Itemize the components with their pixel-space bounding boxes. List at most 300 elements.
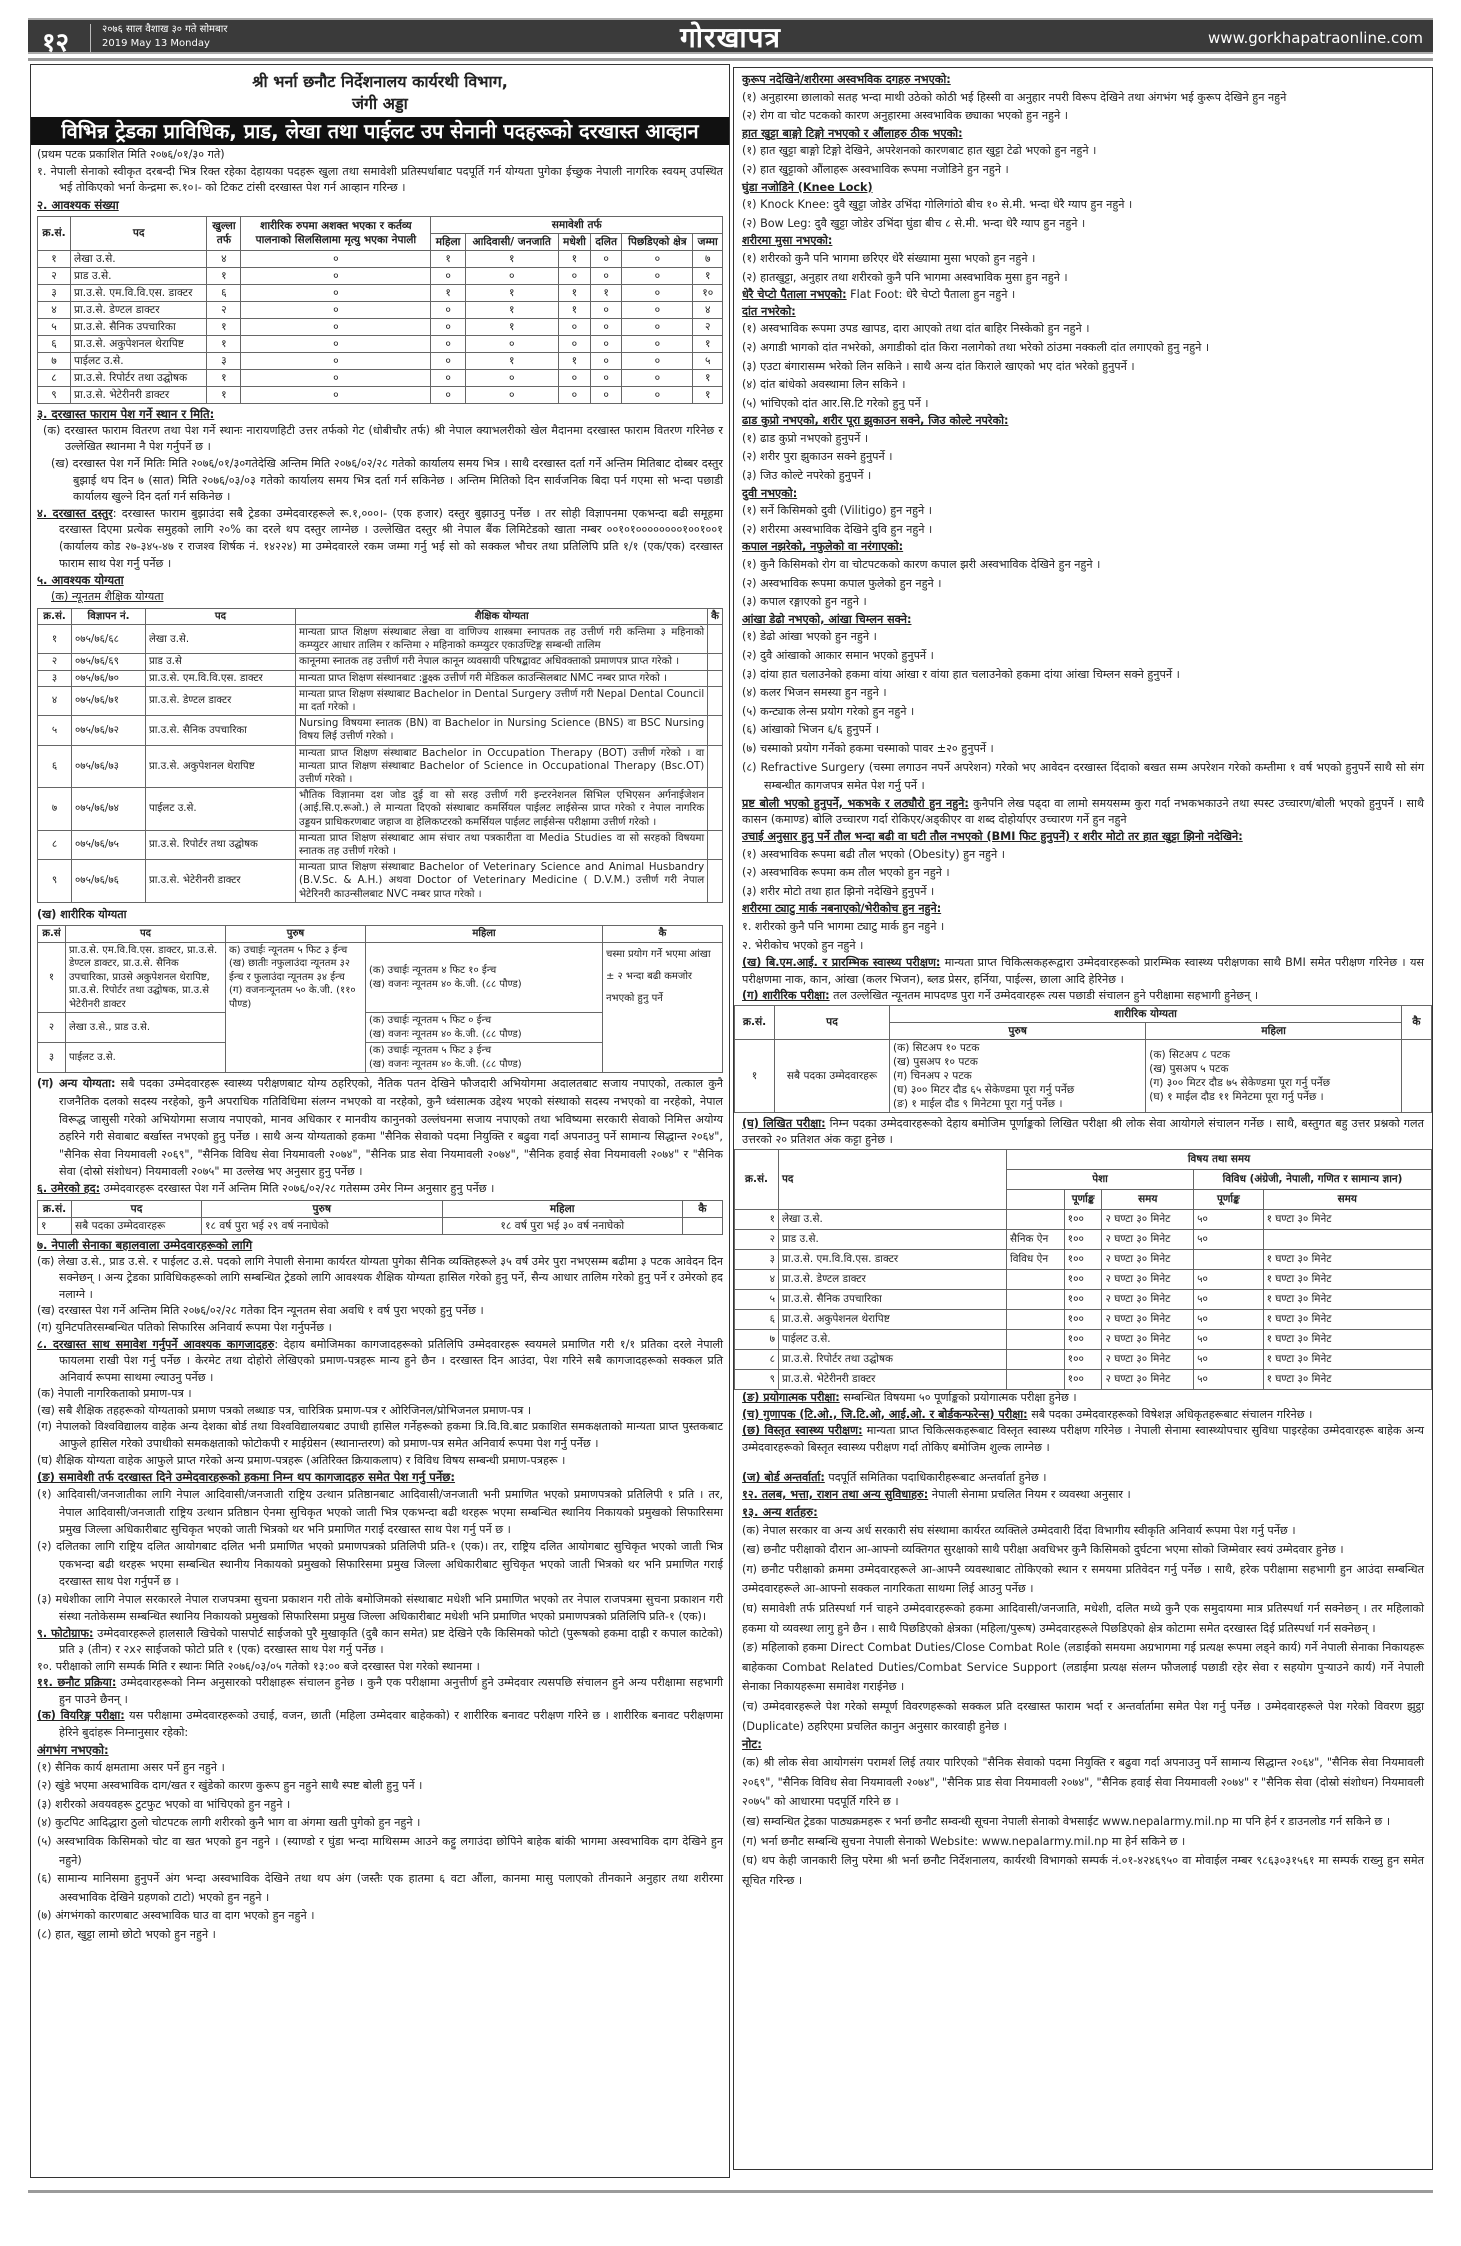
cell-women: १ [431, 250, 465, 267]
notice-title-banner: विभिन्न ट्रेडका प्राविधिक, प्राड, लेखा तथा पाईलट उप सेनानी पदहरूको दरखास्त आव्हान [31, 117, 729, 145]
cell-remark [708, 686, 723, 715]
section-11-gha-text: निम्न पदका उम्मेदवारहरूको देहाय बमोजिम पूर्णाङ्कको लिखित परीक्षा श्री लोक सेवा आयोगले संचालन गर्नेछ । साथै, बस्तुगत बहु उत्तर प्रश्नको गलत उत्तरको २० प्रतिशत अंक कट्टा हुनेछ । [742, 1116, 1424, 1147]
fitness-line: (ङ) १ माईल दौड ९ मिनेटमा पूरा गर्नु पर्नेछ । [893, 1097, 1063, 1110]
cell-adv: ०७५/७६/७१ [72, 686, 146, 715]
list-item: (४) कुटपिट आदिद्धारा ठुलो चोटपटक लागी शरीरको कुनै भाग वा अंगमा खती पुगेको हुन नहुने । [37, 1816, 421, 1830]
org-subname: जंगी अड्डा [352, 94, 408, 113]
table-row [38, 386, 723, 403]
col-qualification: शैक्षिक योग्यता [296, 608, 708, 624]
cell-remark [708, 745, 723, 788]
table-row [38, 267, 723, 284]
cell-sn: १ [38, 250, 71, 267]
cell-disabled: ० [241, 352, 431, 369]
cell-post: सबै पदका उम्मेदवारहरू [775, 1039, 890, 1112]
list-item: (२) अस्वभाविक रूपमा कम तौल भएको हुन नहुने । [742, 866, 950, 880]
cell-sub [1007, 1290, 1065, 1310]
col-dalit: दलित [591, 233, 622, 250]
list-item: (१) अनुहारमा छालाको सतह भन्दा माथी उठेको कोठी भई हिस्सी वा अनुहार नपरी विरूप देखिने तथा अंगभंग भई कुरूप देखिने हुन नहुने [742, 90, 1287, 104]
col-male: पुरुष [202, 1200, 443, 1217]
cell-pt: २ घण्टा ३० मिनेट [1102, 1370, 1194, 1390]
col-female: महिला [1146, 1022, 1402, 1039]
cell-total: १ [693, 369, 723, 386]
list-item: (३) जिउ कोल्टे नपरेको हुनुपर्ने । [742, 469, 872, 483]
cell-post: प्रा.उ.से. भेटेरीनरी डाक्टर [779, 1370, 1007, 1390]
cell-dalit: ० [591, 267, 622, 284]
cell-disabled: ० [241, 284, 431, 301]
list-item: (ङ) महिलाको हकमा Direct Combat Duties/Close Combat Role (लडाईको समयमा अग्रभागमा गई प्रत्यक्ष रूपमा लड्ने कार्य) गर्ने नेपाली सेनाका निकायहरू बाहेकका Combat Related Duties/Combat Service Support (लडाईमा प्रत्यक्ष संलग्न फौजलाई पछाडी रहेर सेवा र सहयोग पुर्‍याउने कार्य) गर्ने नेपाली सेनाका निकायहरूमा समावेश गराईनेछ । [742, 1641, 1424, 1694]
cell-qual: मान्यता प्राप्त शिक्षण संस्थाबाट Bachelor of Veterinary Science and Animal Husbandry (B.V.Sc. & A.H.) अथवा Doctor of Veterinary Medicine ( D.V.M.) उत्तीर्ण गरी नेपाल भेटेरिनरी काउन्सीलबाट NVC नम्बर प्राप्त गरेको । [296, 860, 708, 903]
section-11-chha-text: मान्यता प्राप्त चिकित्सकहरूबाट विस्तृत स्वास्थ्य परीक्षण गरिनेछ । नेपाली सेनामा स्वास्थ्योपचार सुविधा पाइरहेका उम्मेदवारहरू बाहेक अन्य उम्मेदवारहरूको बिस्तृत स्वास्थ्य परीक्षण गर्दा तोकिए बमोजिम शुल्क लाग्नेछ । [742, 1424, 1424, 1454]
cell-women: १ [431, 284, 465, 301]
group-title: प्रष्ट बोली भएको हुनुपर्ने, भकभके र लठ्यौरो हुन नहुने: [742, 796, 969, 810]
col-backward: पिछडिएको क्षेत्र [622, 233, 693, 250]
cell-pt: २ घण्टा ३० मिनेट [1102, 1250, 1194, 1270]
cell-post: लेखा उ.से. [146, 624, 296, 653]
section-11-text: उम्मेदवारहरूको निम्न अनुसारको परीक्षाहरू संचालन हुनेछ । कुनै एक परीक्षामा अनुत्तीर्ण हुने उम्मेदवार त्यसपछि संचालन हुने अन्य परीक्षामा सहभागी हुन पाउने छैनन् । [59, 1676, 723, 1706]
cell-janajati: १ [465, 250, 558, 267]
cell-adv: ०७५/७६/६९ [72, 654, 146, 670]
cell-post: प्रा.उ.से. रिपोर्टर तथा उद्घोषक [779, 1350, 1007, 1370]
note-title: नोट: [742, 1737, 762, 1752]
table-row [38, 788, 723, 831]
section-4-label: ४. दरखास्त दस्तुर [37, 506, 113, 520]
col-sn: क्र.सं. [735, 1150, 779, 1210]
list-item: (घ) थप केही जानकारी लिनु परेमा श्री भर्ना छनौट निर्देशनालय, कार्यरथी विभागको सम्पर्क नं.०१-४२४६९५० वा मोवाईल नम्बर ९८६३०३१५६१ मा सम्पर्क राख्नु हुन समेत सूचित गरिन्छ । [742, 1854, 1424, 1887]
section-12-text: नेपाली सेनामा प्रचलित नियम र व्यवस्था अनुसार । [928, 1488, 1131, 1502]
newspaper-header [28, 18, 1433, 58]
section-8 [37, 1337, 723, 1387]
cell-remark [708, 624, 723, 653]
list-item: (२) शरीर पुरा झुकाउन सक्ने हुनुपर्ने । [742, 450, 893, 464]
cell-post: प्रा.उ.से. सैनिक उपचारिका [779, 1290, 1007, 1310]
list-item: (घ) शैक्षिक योग्यता वाहेक आफुले प्राप्त गरेको अन्य प्रमाण-पत्रहरू (अतिरिक्त क्रियाकलाप) र विविध विषय सम्बन्धी प्रमाण-पत्रहरू । [37, 1453, 566, 1467]
list-item: (क) लेखा उ.से., प्राड उ.से. र पाईलट उ.से. पदको लागि नेपाली सेनामा कार्यरत योग्यता पुगेका सैनिक व्यक्तिहरूले ३५ वर्ष उमेर पुरा नभएसम्म बढीमा ३ पटक आवेदन दिन सक्नेछन् । अन्य ट्रेडका प्राविधिकहरूको लागि सम्बन्धित ट्रेडको लागि आवश्यक शैक्षिक योग्यता हासिल गरेको हुनु पर्ने, सैन्य आधार तालिम गरेको हुनु पर्ने र उमेरको हद नलाग्ने । [37, 1254, 723, 1301]
section-11-ka [37, 1708, 723, 1741]
list-item: (१) सर्ने किसिमको दुवी (Vilitigo) हुन नहुने । [742, 504, 933, 518]
list-item: (२) Bow Leg: दुवै खुट्टा जोडेर उभिंदा घुंडा बीच ८ से.मी. भन्दा धेरै ग्याप हुन नहुने । [742, 216, 1086, 230]
cell-post: प्रा.उ.से. भेटेरीनरी डाक्टर [71, 386, 207, 403]
cell-adv: ०७५/७६/७२ [72, 716, 146, 745]
date-english: 2019 May 13 Monday [102, 38, 210, 49]
table-row [735, 1350, 1432, 1370]
cell-post: प्रा.उ.से. एम.वि.वि.एस. डाक्टर, प्रा.उ.से. डेण्टल डाक्टर, प्रा.उ.से. सैनिक उपचारिका, प्राउसे अकुपेशनल थेरापिष्ट, प्रा.उ.से. रिपोर्टर तथा उद्घोषक, प्रा.उ.से भेटेरीनरी डाक्टर [66, 942, 226, 1013]
cell-sn: ३ [38, 670, 72, 686]
cell-backward: ० [622, 250, 693, 267]
list-item: (३) दांया हात चलाउनेको हकमा वांया आंखा र वांया हात चलाउनेको हकमा दांया आंखा चिम्लन सक्ने हुनुपर्ने । [742, 667, 1180, 681]
cell-adv: ०७५/७६/७५ [72, 830, 146, 859]
col-sn: क्र.सं. [735, 1005, 775, 1039]
cell-post: प्रा.उ.से. डेण्टल डाक्टर [146, 686, 296, 715]
col-post: पद [66, 926, 226, 943]
table-row [735, 1310, 1432, 1330]
list-item: (ग) भर्ना छनौट सम्बन्धि सुचना नेपाली सेनाको Website: www.nepalarmy.mil.np मा हेर्न सकिने छ । [742, 1834, 1186, 1848]
section-11 [37, 1675, 723, 1708]
group-heading [742, 612, 1424, 629]
table-row [38, 860, 723, 903]
col-male: पुरुष [226, 926, 366, 943]
list-item: (१) डेढो आंखा भएको हुन नहुने । [742, 630, 877, 644]
list-item: (क) नेपाल सरकार वा अन्य अर्ध सरकारी संघ संस्थामा कार्यरत व्यक्तिले उम्मेदवारी दिंदा विभागीय स्वीकृति अनिवार्य रूपमा पेश गर्नु पर्नेछ । [742, 1523, 1296, 1537]
cell-sn: ६ [735, 1310, 779, 1330]
cell-dalit: ० [591, 250, 622, 267]
cell-dalit: ० [591, 335, 622, 352]
section-9-text: उम्मेदवारहरूले हालसालै खिचेको पासपोर्ट साईजको पुरै मुखाकृति (दुबै कान समेत) प्रष्ट देखिने एकै किसिमको फोटो (पुरूषको हकमा दाह्री र कपाल काटेको) प्रति ३ (तीन) र २x२ साईजको फोटो प्रति १ (एक) दरखास्त साथ पेश गर्नु पर्नेछ । [59, 1626, 723, 1657]
list-item: (५) अस्वभाविक किसिमको चोट वा खत भएको हुन नहुने । (स्याण्डो र घुंडा भन्दा माथिसम्म आउने कट्टु लगाउंदा छोपिने बाहेक बांकी भागमा अस्वभाविक दाग देखिने हुन नहुने) [37, 1835, 723, 1867]
cell-dalit: ० [591, 352, 622, 369]
cell-post: पाईलट उ.से. [66, 1043, 226, 1073]
col-disabled: शारीरिक रुपमा अशक्त भएका र कर्तव्य पालनाको सिलसिलामा मृत्यु भएका नेपाली [241, 216, 431, 250]
cell-post: प्रा.उ.से. भेटेरीनरी डाक्टर [146, 860, 296, 903]
cell-open: ३ [207, 352, 241, 369]
group-title: हात खुट्टा बाङ्गो टिङ्गो नभएको र औंलाहरु ठीक भएको: [742, 126, 963, 140]
cell-open: १ [207, 369, 241, 386]
section-11-nga-text: सम्बन्धित विषयमा ५० पूर्णाङ्कको प्रयोगात्मक परीक्षा हुनेछ । [839, 1391, 1077, 1405]
list-item: (१) अस्वभाविक रूपमा उपड खापड, दारा आएको तथा दांत बाहिर निस्केको हुन नहुने । [742, 322, 1090, 336]
table-row [38, 369, 723, 386]
cell-madhesi: ० [558, 335, 590, 352]
group-heading [742, 304, 1424, 321]
cell-gm: ५० [1194, 1310, 1263, 1330]
cell-women: ० [431, 369, 465, 386]
section-11-nga [742, 1390, 1424, 1407]
col-sn: क्र.सं. [38, 1200, 72, 1217]
cell-post: प्रा.उ.से. एम.वि.वि.एस. डाक्टर [71, 284, 207, 301]
table-row [38, 335, 723, 352]
cell-total: १० [693, 284, 723, 301]
cell-adv: ०७५/७६/७३ [72, 745, 146, 788]
cell-post: पाईलट उ.से. [146, 788, 296, 831]
notice-right-column [733, 67, 1433, 2170]
cell-sn: १ [735, 1039, 775, 1112]
cell-sn: २ [735, 1230, 779, 1250]
cell-sn: ८ [38, 369, 71, 386]
cell-post: प्रा.उ.से. रिपोर्टर तथा उद्घोषक [71, 369, 207, 386]
col-gen-time: समय [1263, 1190, 1431, 1210]
list-item: (च) उम्मेदवारहरूले पेश गरेको सम्पूर्ण विवरणहरूको सक्कल प्रति दरखास्त फाराम भर्दा र अन्तर्वार्तामा समेत पेश गर्नु पर्नेछ । उम्मेदवारहरूले पेश गरेको विवरण झुट्ठा (Duplicate) ठहरिएमा प्रचलित कानुन अनुसार कारवाही हुनेछ । [742, 1699, 1424, 1733]
list-item: (३) मधेशीका लागि नेपाल सरकारले नेपाल राजपत्रमा सुचना प्रकाशन गरी तोके बमोजिमको संस्थाबाट मधेशी भनि प्रमाणित भएको तर नेपाल राजपत्रमा सुचना प्रकाशन गरी संस्था नतोकेसम्म सम्बन्धित स्थानिय निकायको प्रमुखको सिफारिसमा प्रमुख जिल्ला अधिकारीबाट मधेशी भनि प्रमाणित भएको प्रमाणपत्रको प्रतिलिपि प्रति-१ (एक)। [37, 1592, 723, 1624]
section-13-title: १३. अन्य शर्तहरु: [742, 1504, 818, 1519]
list-item: (८) हात, खुट्टा लामो छोटो भएको हुन नहुने । [37, 1928, 216, 1941]
cell-janajati: १ [465, 352, 558, 369]
cell-janajati: ० [465, 335, 558, 352]
section-11-chha [742, 1423, 1424, 1456]
cell-madhesi: ० [558, 267, 590, 284]
list-item: (ग) युनिटपतिरसम्बन्धित पतिको सिफारिस अनिवार्य रूपमा पेश गर्नुपर्नेछ । [37, 1320, 332, 1334]
table-row [38, 318, 723, 335]
col-general: विविध (अंग्रेजी, नेपाली, गणित र सामान्य ज्ञान) [1194, 1170, 1432, 1190]
cell-sn: ७ [38, 352, 71, 369]
list-item: (३) कपाल रङ्गाएको हुन नहुने । [742, 595, 867, 609]
cell-sub [1007, 1270, 1065, 1290]
cell-pm: १०० [1064, 1350, 1102, 1370]
cell-sn: २ [38, 1013, 66, 1043]
cell-sub [1007, 1350, 1065, 1370]
cell-remark [708, 860, 723, 903]
section-11-ja-text: पदपूर्ति समितिका पदाधिकारीहरूबाट अन्तर्वार्ता हुनेछ । [824, 1471, 1047, 1485]
cell-sub [1007, 1310, 1065, 1330]
cell-adv: ०७५/७६/७६ [72, 860, 146, 903]
list-item: (१) शरीरको कुनै पनि भागमा छरिएर धेरै संख्यामा मुसा भएको हुन नहुने । [742, 251, 1036, 265]
cell-disabled: ० [241, 369, 431, 386]
cell-janajati: ० [465, 267, 558, 284]
cell-pm: १०० [1064, 1270, 1102, 1290]
list-item: (४) दांत बांधेको अवस्थामा लिन सकिने । [742, 378, 906, 392]
cell-pm: १०० [1064, 1310, 1102, 1330]
col-remark: कै [1402, 1005, 1432, 1039]
group-title: उचाई अनुसार हुनु पर्ने तौल भन्दा बढी वा घटी तौल नभएको (BMI फिट हुनुपर्ने) र शरीर मोटो तर हात खुट्टा झिनो नदेखिने: [742, 829, 1243, 843]
group-title: घुंडा नजोडिने (Knee Lock) [742, 180, 873, 194]
top-rule [28, 58, 1433, 61]
cell-total: २ [693, 318, 723, 335]
cell-total: ७ [693, 250, 723, 267]
group-heading [742, 486, 1424, 503]
cell-remark: चस्मा प्रयोग गर्ने भएमा आंखा ± २ भन्दा बढी कमजोर नभएको हुनु पर्ने [603, 942, 723, 1073]
table-row [38, 686, 723, 715]
group-heading [742, 413, 1424, 430]
cell-sn: ६ [38, 745, 72, 788]
section-3-ka: (क) दरखास्त फाराम वितरण तथा पेश गर्ने स्थानः नारायणहिटी उत्तर तर्फको गेट (धोबीचौर तर्फ) श्री नेपाल क्याभलरीको खेल मैदानमा दरखास्त फाराम वितरण गरिनेछ र उल्लेखित स्थानमा नै पेश गर्नुपर्ने छ । [43, 423, 723, 454]
cell-remark [708, 788, 723, 831]
cell-post: पाईलट उ.से. [71, 352, 207, 369]
list-item: (२) हात खुट्टाको औंलाहरू अस्वभाविक रूपमा नजोडिने हुन नहुने । [742, 162, 1009, 176]
cell-remark [1402, 1039, 1432, 1112]
cell-post: प्रा.उ.से. एम.वि.वि.एस. डाक्टर [779, 1250, 1007, 1270]
fitness-line: (ख) पुसअप १० पटक [893, 1055, 978, 1068]
cell-post: प्रा.उ.से. सैनिक उपचारिका [146, 716, 296, 745]
list-item: (३) एउटा बंगारासम्म भरेको लिन सकिने । साथै अन्य दांत किराले खाएको भए दांत भरेको हुनुपर्ने । [742, 359, 1135, 373]
cell-qual: मान्यता प्राप्त शिक्षण संस्थानबाट :ढ्ढक्ष्क उत्तीर्ण गरी मेडिकल काउन्सिलबाट NMC नम्बर प्राप्त गरेको । [296, 670, 708, 686]
section-12 [742, 1487, 1424, 1504]
col-post: पद [779, 1150, 1007, 1210]
cell-sn: ५ [735, 1290, 779, 1310]
group-title: कपाल नझरेको, नफुलेको वा नरंगाएको: [742, 540, 904, 554]
group-title: कुरूप नदेखिने/शरीरमा अस्वभविक दगहरु नभएको: [742, 73, 951, 86]
cell-female: (क) उचाईः न्यूनतम ५ फिट ३ ईन्च (ख) वजनः न्यूनतम ४० के.जी. (८८ पौण्ड) [366, 1043, 603, 1073]
cell-dalit: ० [591, 301, 622, 318]
list-item: (३) शरीरको अवयवहरू टुटफुट भएको वा भांचिएको हुन नहुने । [37, 1797, 291, 1811]
list-item: (४) कलर भिजन समस्या हुन नहुने । [742, 686, 887, 700]
cell-open: १ [207, 318, 241, 335]
list-item: (२) अस्वभाविक रूपमा कपाल फुलेको हुन नहुने । [742, 576, 942, 590]
section-7-title: ७. नेपाली सेनाका बहालवाला उम्मेदवारहरूको लागि [37, 1237, 253, 1252]
date-nepali: २०७६ साल वैशाख ३० गते सोमबार [102, 24, 228, 35]
group-heading [742, 796, 1424, 829]
section-4-text: : दरखास्त फाराम बुझाउंदा सबै ट्रेडका उम्मेदवारहरूले रू.१,०००।- (एक हजार) दस्तुर बुझाउनु पर्नेछ । तर सोही विज्ञापनमा एकभन्दा बढी समूहमा दरखास्त दिएमा प्रत्येक समुहको लागि २०% का दरले थप दस्तुर लाग्नेछ । उल्लेखित दस्तुर श्री नेपाल बैंक लिमिटेडको खाता नम्बर ००१०१००००००००१००१००१ (कार्यालय कोड २७-३४५-४७ र राजश्व शिर्षक नं. १४२२४) मा उम्मेदवारले रकम जम्मा गर्नु भई सो को सक्कल भौचर तथा प्रतिलिपि प्रति १/१ (एक/एक) दरखास्त फाराम साथ पेश गर्नु पर्नेछ । [59, 506, 723, 570]
section-5-kha: (ख) शारीरिक योग्यता [37, 907, 127, 921]
cell-janajati: १ [465, 284, 558, 301]
cell-sn: ३ [735, 1250, 779, 1270]
cell-gt [1263, 1230, 1431, 1250]
group-heading [742, 539, 1424, 556]
cell-madhesi: १ [558, 250, 590, 267]
col-sn: क्र.सं. [38, 216, 71, 250]
section-4 [37, 506, 723, 572]
cell-pm: १०० [1064, 1330, 1102, 1350]
col-remark: कै [683, 1200, 723, 1217]
cell-disabled: ० [241, 267, 431, 284]
cell-sn: ९ [735, 1370, 779, 1390]
list-item: (८) Refractive Surgery (चस्मा लगाउन नपर्ने अपरेशन) गरेको भए आवेदन दरखास्त दिंदाको बखत सम्म अपरेशन गरेको कम्तीमा १ वर्ष भएको हुनुपर्ने साथै सो संग सम्बन्धीत कागजपत्र समेत पेश गर्नु पर्ने । [742, 760, 1424, 793]
col-women: महिला [431, 233, 465, 250]
cell-pt: २ घण्टा ३० मिनेट [1102, 1330, 1194, 1350]
note-list [742, 1753, 1424, 1890]
org-name: श्री भर्ना छनौट निर्देशनालय कार्यरथी विभाग, [252, 72, 508, 91]
table-row [38, 942, 723, 1013]
section-13-list [742, 1521, 1424, 1737]
col-sub-blank [1007, 1190, 1065, 1210]
cell-pt: २ घण्टा ३० मिनेट [1102, 1270, 1194, 1290]
cell-gt: १ घण्टा ३० मिनेट [1263, 1250, 1431, 1270]
cell-dalit: ० [591, 318, 622, 335]
cell-post: प्राड उ.से. [779, 1230, 1007, 1250]
cell-post: लेखा उ.से. [779, 1210, 1007, 1230]
section-11-ja-label: (ज) बोर्ड अन्तर्वार्ता: [742, 1471, 825, 1485]
cell-pm: १०० [1064, 1370, 1102, 1390]
cell-madhesi: ० [558, 369, 590, 386]
cell-remark [708, 830, 723, 859]
cell-remark [708, 670, 723, 686]
cell-sn: १ [38, 942, 66, 1013]
group-inline-text: कुनैपनि लेख पढ्दा वा लामो समयसम्म कुरा गर्दा नभकभकाउने तथा स्पस्ट उच्चारण/बोली भएको हुनुपर्ने । साथै कासन (कमाण्ड) बोलि उच्चारण गर्दा रोकिएर/अड्कीएर वा शब्द दोहोर्याएर उच्चारण गर्ने हुन नहुने [742, 796, 1424, 827]
section-8-label: ८. दरखास्त साथ समावेश गर्नुपर्ने आवश्यक कागजादहरु [37, 1337, 275, 1351]
list-item: (ख) सम्वन्धित ट्रेडका पाठ्यक्रमहरू र भर्ना छनौट सम्वन्धी सूचना नेपाली सेनाको वेभसाईट www.nepalarmy.mil.np मा पनि हेर्न र डाउनलोड गर्न सकिने छ । [742, 1814, 1391, 1828]
list-item: (२) खुंडे भएमा अस्वभाविक दाग/खत र खुंडेको कारण कुरूप हुन नहुने साथै स्पष्ट बोली हुनु पर्ने । [37, 1779, 423, 1793]
table-row [38, 1217, 723, 1234]
cell-gm: ५० [1194, 1210, 1263, 1230]
group-title: ढाड कुप्रो नभएको, शरीर पूरा झुकाउन सक्ने, जिउ कोल्टे नपरेको: [742, 414, 1009, 428]
cell-sn: ७ [735, 1330, 779, 1350]
cell-post: सबै पदका उम्मेदवारहरू [72, 1217, 202, 1234]
col-janajati: आदिवासी/ जनजाति [465, 233, 558, 250]
list-item: (६) आंखाको भिजन ६/६ हुनुपर्ने । [742, 723, 879, 737]
cell-sn: ५ [38, 716, 72, 745]
col-fitness: शारीरिक योग्यता [890, 1005, 1402, 1022]
section-3-kha: (ख) दरखास्त पेश गर्ने मितिः मिति २०७६/०१/३०गतेदेखि अन्तिम मिति २०७६/०२/२८ गतेको कार्यालय समय भित्र । साथै दरखास्त दर्ता गर्ने अन्तिम मितिबाट दोब्बर दस्तुर बुझाई थप दिन ७ (सात) मिति २०७६/०३/०३ गतेको कार्यालय समय भित्र दर्ता गर्न सकिनेछ । अन्तिम मितिको दिन सार्वजनिक बिदा पर्न गएमा सो भन्दा पछाडी कार्यालय खुल्ने दिन दर्ता गर्न सकिनेछ । [51, 456, 723, 504]
cell-dalit: १ [591, 284, 622, 301]
cell-women: ० [431, 267, 465, 284]
cell-sn: ७ [38, 788, 72, 831]
col-gen-full-marks: पूर्णाङ्क [1194, 1190, 1263, 1210]
section-10: १०. परीक्षाको लागि सम्पर्क मिति र स्थानः मिति २०७६/०३/०५ गतेको १३:०० बजे दरखास्त पेश गरेको स्थानमा । [37, 1659, 480, 1673]
group-heading [742, 901, 1424, 918]
cell-janajati: ० [465, 369, 558, 386]
cell-total: १ [693, 267, 723, 284]
group-heading [742, 180, 1424, 197]
cell-gm: ५० [1194, 1370, 1263, 1390]
col-post: पद [146, 608, 296, 624]
education-table [37, 608, 723, 903]
cell-women: ० [431, 301, 465, 318]
section-11-chha-label: (छ) विस्तृत स्वास्थ्य परीक्षण: [742, 1424, 863, 1438]
cell-gm: ५० [1194, 1230, 1263, 1250]
col-sn: क्र.सं. [38, 608, 72, 624]
section-12-label: १२. तलब, भत्ता, राशन तथा अन्य सुविधाहरु: [742, 1488, 929, 1502]
cell-female: (क) उचाईः न्यूनतम ५ फिट ० ईन्च (ख) वजनः न्यूनतम ४० के.जी. (८८ पौण्ड) [366, 1013, 603, 1043]
list-item: (२) अगाडी भागको दांत नभरेको, अगाडीको दांत किरा नलागेको तथा भरेको ठांउमा नक्कली दांत लगाएको हुनु नहुने । [742, 340, 1210, 354]
cell-backward: ० [622, 318, 693, 335]
list-item: (२) शरीरमा अस्वभाविक देखिने दुवि हुन नहुने । [742, 522, 933, 536]
cell-adv: ०७५/७६/७० [72, 670, 146, 686]
cell-pt: २ घण्टा ३० मिनेट [1102, 1230, 1194, 1250]
cell-sn: ८ [38, 830, 72, 859]
table-row [38, 624, 723, 653]
section-5-ka: (क) न्यूनतम शैक्षिक योग्यता [51, 590, 164, 604]
cell-qual: मान्यता प्राप्त शिक्षण संस्थाबाट आम संचार तथा पत्रकारीता वा Media Studies वा सो सरहको विषयमा स्नातक तह उत्तीर्ण गरेको । [296, 830, 708, 859]
list-item: १. शरीरको कुनै पनि भागमा ट्याटु मार्क हुन नहुने । [742, 919, 945, 933]
cell-women: ० [431, 352, 465, 369]
section-6 [37, 1181, 723, 1198]
cell-dalit: ० [591, 386, 622, 403]
cell-backward: ० [622, 335, 693, 352]
col-post: पद [775, 1005, 890, 1039]
website-link[interactable]: www.gorkhapatraonline.com [1208, 29, 1423, 47]
cell-gm: ५० [1194, 1270, 1263, 1290]
cell-male: १८ वर्ष पुरा भई २९ वर्ष ननाघेको [202, 1217, 443, 1234]
table-row [38, 745, 723, 788]
section-11-nga-label: (ङ) प्रयोगात्मक परीक्षा: [742, 1391, 840, 1405]
cell-gt: १ घण्टा ३० मिनेट [1263, 1350, 1431, 1370]
cell-gt: १ घण्टा ३० मिनेट [1263, 1210, 1431, 1230]
col-total: जम्मा [693, 233, 723, 250]
physical-table [37, 925, 723, 1073]
col-remark: कै [603, 926, 723, 943]
cell-janajati: १ [465, 301, 558, 318]
list-item: (क) नेपाली नागरिकताको प्रमाण-पत्र । [37, 1387, 192, 1401]
col-inclusive: समावेशी तर्फ [431, 216, 723, 233]
list-item: (१) अस्वभाविक रूपमा बढी तौल भएको (Obesity) हुन नहुने । [742, 847, 1005, 861]
cell-sn: २ [38, 267, 71, 284]
cell-pm: १०० [1064, 1250, 1102, 1270]
list-item: २. भेरीकोच भएको हुन नहुने । [742, 938, 864, 952]
list-item: (१) हात खुट्टा बाङ्गो टिङ्गो देखिने, अपरेशनको कारणबाट हात खुट्टा टेढो भएको हुन नहुने । [742, 144, 1097, 158]
list-item: (५) कन्ट्याक लेन्स प्रयोग गरेको हुन नहुने । [742, 704, 915, 718]
section-8-nga-title: (ङ) समावेशी तर्फ दरखास्त दिने उम्मेदवारहरूको हकमा निम्न थप कागजादहरु समेत पेश गर्नु पर्नेछ: [37, 1470, 456, 1485]
list-item: (७) अंगभंगको कारणबाट अस्वभाविक घाउ वा दाग भएको हुन नहुने । [37, 1909, 315, 1923]
table-row [735, 1039, 1432, 1112]
section-5-ga-label: (ग) अन्य योग्यता: [37, 1077, 116, 1091]
list-item: (ख) छनौट परीक्षाको दौरान आ-आफ्नो व्यक्तिगत सुरक्षाको साथै परीक्षा अवधिभर कुनै किसिमको दुर्घटना भएमा सोको जिम्मेवार स्वयं उम्मेदवार हुनेछ । [742, 1543, 1344, 1557]
list-item: (१) आदिवासी/जनजातीका लागि नेपाल आदिवासी/जनजाती राष्ट्रिय उत्थान प्रतिष्ठानबाट आदिवासी/जनजाती भनी प्रमाणित भएको प्रमाणपत्रको प्रतिलिपी १ प्रति । तर, नेपाल आदिवासी/जनजाती राष्ट्रिय उत्थान प्रतिष्ठान ऐनमा सुचिकृत भएको जाती भित्र एकभन्दा बढी थरहरू भएमा सम्बन्धित स्थानिय निकायको प्रमुखको सिफारिसमा प्रमुख जिल्ला अधिकारीबाट सुचिकृत भएको जाती भित्रको थर भनि प्रमाणित गराई दरखास्त साथ पेश गर्नु पर्ने छ । [37, 1488, 723, 1537]
fitness-line: (क) सिटअप ८ पटक [1149, 1048, 1231, 1061]
age-table [37, 1200, 723, 1235]
cell-gt: १ घण्टा ३० मिनेट [1263, 1330, 1431, 1350]
cell-disabled: ० [241, 318, 431, 335]
cell-pm: १०० [1064, 1210, 1102, 1230]
cell-gt: १ घण्टा ३० मिनेट [1263, 1290, 1431, 1310]
group-title: दांत नभरेको: [742, 304, 796, 318]
section-8-nga-list [37, 1486, 723, 1625]
list-item: (२) दलितका लागि राष्ट्रिय दलित आयोगबाट दलित भनी प्रमाणित भएको प्रमाणपत्रको प्रतिलिपी प्रति-१ (एक)। तर, राष्ट्रिय दलित आयोगबाट सुचिकृत भएको जाती भित्र एकभन्दा बढी थरहरू भएमा सम्बन्धित स्थानीय निकायको प्रमुखको सिफारिसमा प्रमुख जिल्ला अधिकारीबाट सुचिकृत भएको जाती भित्रको थर भनि प्रमाणित गराई दरखास्त साथ पेश गर्नुपर्ने छ । [37, 1540, 723, 1589]
cell-post: प्राड उ.से. [71, 267, 207, 284]
cell-madhesi: ० [558, 386, 590, 403]
no-deformity-title: अंगभंग नभएको: [37, 1742, 109, 1757]
cell-remark [683, 1217, 723, 1234]
cell-post: प्रा.उ.से. डेण्टल डाक्टर [71, 301, 207, 318]
list-item: (१) कुनै किसिमको रोग वा चोटपटकको कारण कपाल झरी अस्वभाविक देखिने हुन नहुने । [742, 558, 1101, 572]
cell-adv: ०७५/७६/६८ [72, 624, 146, 653]
list-item: (२) रोग वा चोट पटकको कारण अनुहारमा अस्वभाविक छ्याका भएको हुन नहुने । [742, 109, 1069, 123]
cell-dalit: ० [591, 369, 622, 386]
vacancy-table [37, 216, 723, 404]
section-1: १. नेपाली सेनाको स्वीकृत दरबन्दी भित्र रिक्त रहेका देहायका पदहरू खुला तथा समावेशी प्रतिस्पर्धाबाट पदपूर्ति गर्न योग्यता पुगेका ईच्छुक नेपाली नागरिक स्वयम् उपस्थित भई तोकिएको भर्ना केन्द्रमा रू.१०।- को टिकट टांसी दरखास्त पेश गर्न आव्हान गरिन्छ । [37, 164, 723, 195]
group-title: आंखा डेढो नभएको, आंखा चिम्लन सक्ने: [742, 612, 912, 626]
col-open: खुल्ला तर्फ [207, 216, 241, 250]
cell-gt: १ घण्टा ३० मिनेट [1263, 1370, 1431, 1390]
fitness-line: (ग) चिनअप २ पटक [893, 1069, 972, 1082]
cell-gm [1194, 1250, 1263, 1270]
cell-backward: ० [622, 386, 693, 403]
cell-backward: ० [622, 352, 693, 369]
